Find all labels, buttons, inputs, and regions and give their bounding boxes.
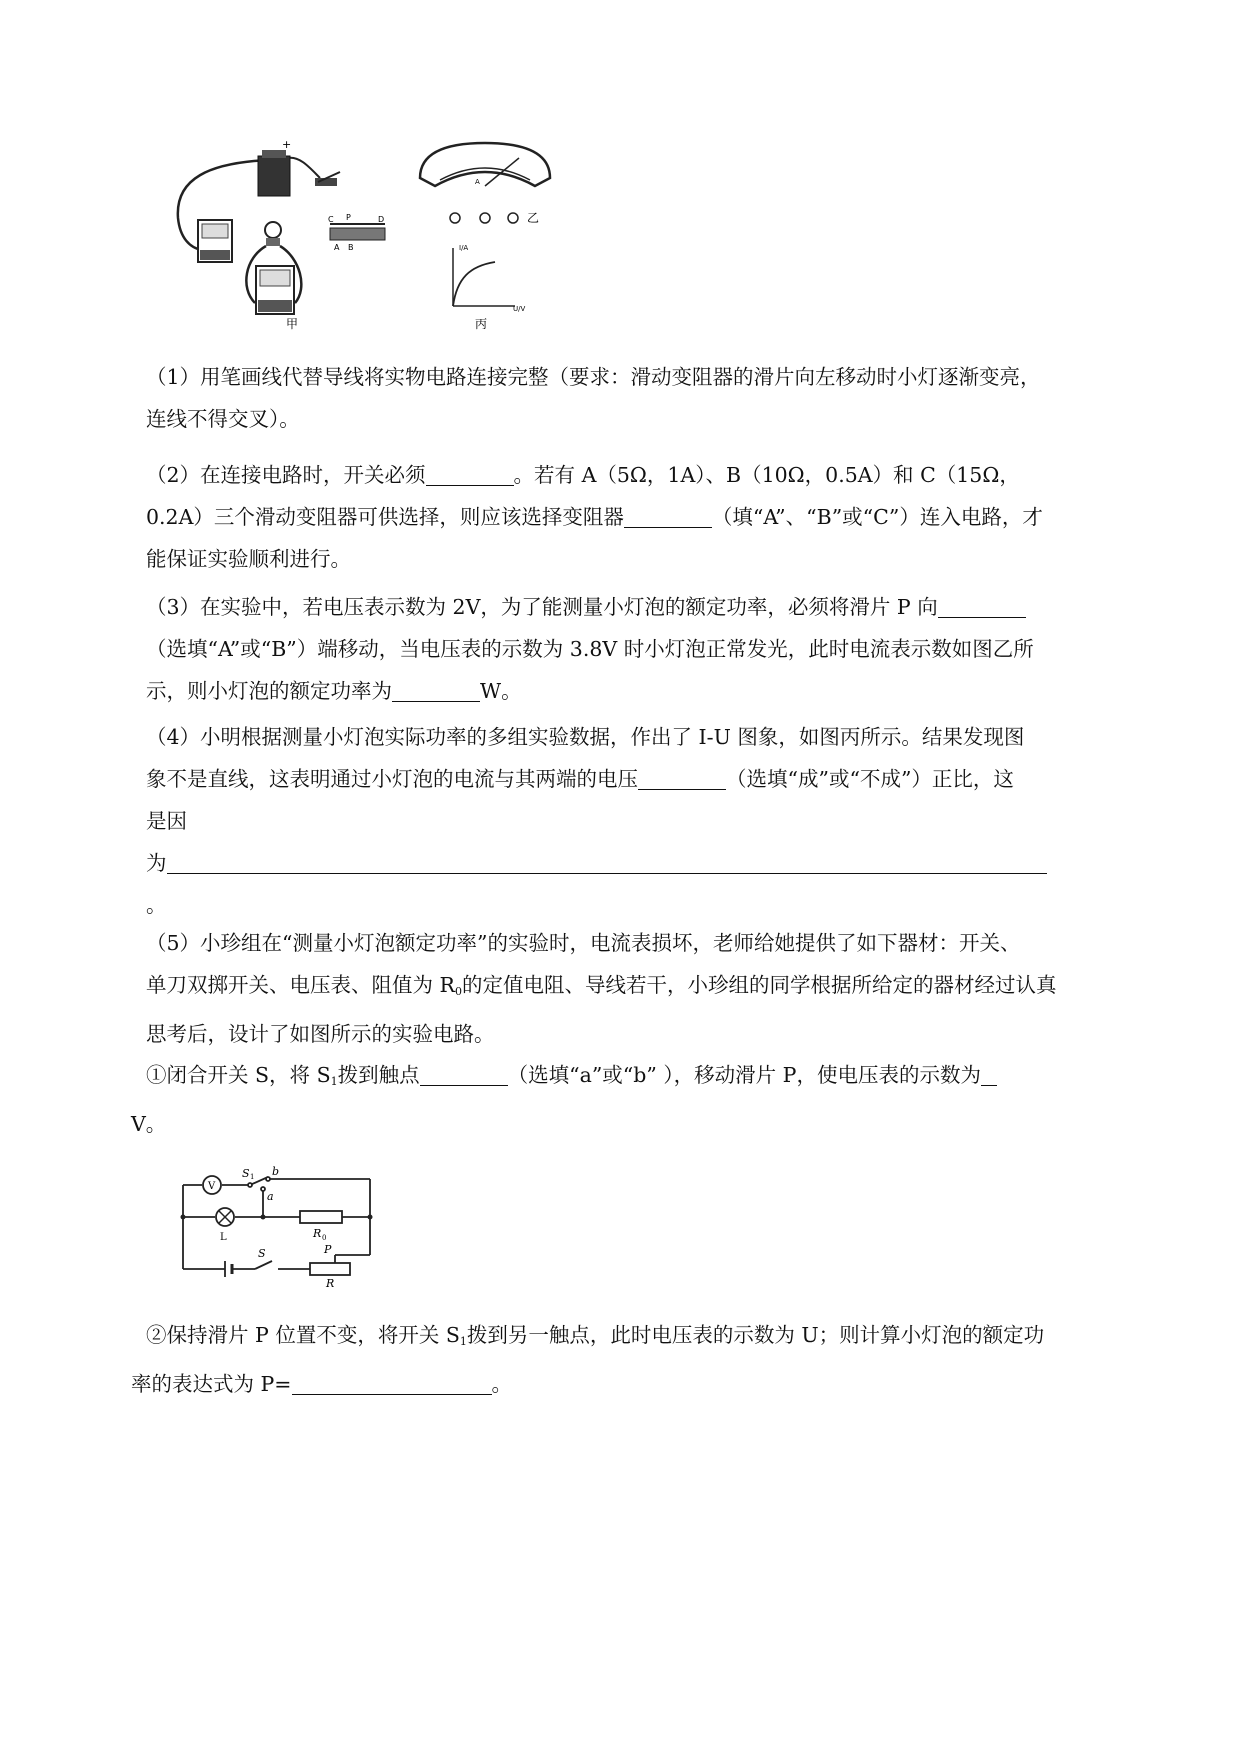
- q2-text-a: （2）在连接电路时，开关必须: [146, 463, 426, 487]
- step1-s1-subscript: 1: [330, 1075, 338, 1088]
- step2-text-b: 拨到另一触点，此时电压表的示数为 U；则计算小灯泡的额定功: [466, 1323, 1045, 1347]
- answer-blank-switch[interactable]: [426, 459, 514, 486]
- answer-blank-proportion[interactable]: [638, 763, 726, 790]
- q4-text-b: 象不是直线，这表明通过小灯泡的电流与其两端的电压: [146, 767, 638, 791]
- graph-y-axis-label: I/A: [459, 244, 469, 252]
- contact-a-label: a: [267, 1190, 274, 1203]
- step1-text-c: （选填“a”或“b” ），移动滑片 P，使电压表的示数为: [507, 1063, 981, 1087]
- svg-text:+: +: [282, 138, 292, 151]
- q4-text-a: （4）小明根据测量小灯泡实际功率的多组实验数据，作出了 I-U 图象，如图丙所示。结果发现图: [146, 725, 1025, 749]
- question-5: [146, 922, 1161, 1055]
- figure-label-yi: 乙: [527, 211, 540, 225]
- q5-text-b: 单刀双掷开关、电压表、阻值为 R: [146, 973, 455, 997]
- step2-text-d: 。: [491, 1372, 512, 1396]
- circuit-figure-jia: [170, 138, 420, 338]
- step1-text-a: ①闭合开关 S，将 S: [146, 1063, 331, 1087]
- answer-blank-reason[interactable]: [167, 847, 1047, 874]
- switch-s-label: S: [258, 1247, 266, 1260]
- answer-blank-voltage[interactable]: [981, 1059, 997, 1086]
- svg-text:A: A: [334, 243, 340, 252]
- rheostat-r-label: R: [326, 1277, 335, 1290]
- r0-label-subscript: 0: [322, 1234, 327, 1242]
- q2-text-d: （填“A”、“B”或“C”）连入电路，才: [711, 505, 1043, 529]
- answer-blank-formula[interactable]: [292, 1368, 492, 1395]
- step1-text-b: 拨到触点: [337, 1063, 420, 1087]
- contact-b-label: b: [272, 1165, 280, 1178]
- q2-text-e: 能保证实验顺利进行。: [146, 547, 351, 571]
- q1-line2: 连线不得交叉）。: [146, 407, 300, 431]
- step-2: [131, 1314, 1161, 1405]
- ammeter-and-graph-figure: [415, 138, 585, 338]
- q2-text-b: 。若有 A（5Ω，1A）、B（10Ω，0.5A）和 C（15Ω，: [513, 463, 1020, 487]
- s1-label-subscript: 1: [250, 1173, 255, 1181]
- graph-x-axis-label: U/V: [513, 305, 526, 313]
- voltmeter-symbol: V: [208, 1181, 216, 1192]
- q5-r0-subscript: 0: [454, 985, 462, 998]
- answer-blank-rheostat[interactable]: [624, 501, 712, 528]
- q5-text-c: 的定值电阻、导线若干，小珍组的同学根据所给定的器材经过认真: [461, 973, 1057, 997]
- answer-blank-contact[interactable]: [420, 1059, 508, 1086]
- lamp-label: L: [220, 1232, 227, 1243]
- step-1: [131, 1054, 1161, 1145]
- q3-text-b: （选填“A”或“B”）端移动，当电压表的示数为 3.8V 时小灯泡正常发光，此时电流表示数如图乙所: [146, 637, 1034, 661]
- figure-label-bing: 丙: [475, 317, 488, 331]
- q2-text-c: 0.2A）三个滑动变阻器可供选择，则应该选择变阻器: [146, 505, 624, 529]
- q3-text-c: 示，则小灯泡的额定功率为: [146, 679, 392, 703]
- r0-label: R: [313, 1227, 322, 1240]
- q5-text-d: 思考后，设计了如图所示的实验电路。: [146, 1022, 495, 1046]
- q3-text-d: W。: [480, 679, 522, 703]
- question-3: [146, 586, 1161, 712]
- question-4: [146, 716, 1161, 926]
- q1-line1: （1）用笔画线代替导线将实物电路连接完整（要求：滑动变阻器的滑片向左移动时小灯逐渐变亮，: [146, 365, 1041, 389]
- svg-text:D: D: [378, 215, 385, 224]
- figure-label-jia: 甲: [286, 317, 299, 331]
- answer-blank-direction[interactable]: [938, 591, 1026, 618]
- q4-text-c: （选填“成”或“不成”）正比，这: [726, 767, 1014, 791]
- svg-text:B: B: [348, 243, 354, 252]
- question-1: [146, 356, 1161, 440]
- step2-text-c: 率的表达式为 P=: [131, 1372, 292, 1396]
- q4-text-d: 是因: [146, 809, 187, 833]
- step2-s1-subscript: 1: [459, 1335, 467, 1348]
- q3-text-a: （3）在实验中，若电压表示数为 2V，为了能测量小灯泡的额定功率，必须将滑片 P 向: [146, 595, 938, 619]
- s1-label: S: [242, 1167, 250, 1180]
- q4-text-e: 为: [146, 851, 167, 875]
- svg-text:A: A: [475, 178, 480, 186]
- answer-blank-power[interactable]: [392, 675, 480, 702]
- svg-text:P: P: [346, 213, 351, 222]
- slider-p-label: P: [324, 1243, 332, 1256]
- q4-text-f: 。: [146, 893, 167, 917]
- step1-text-d: V。: [131, 1112, 167, 1136]
- step2-text-a: ②保持滑片 P 位置不变，将开关 S: [146, 1323, 460, 1347]
- question-2: [146, 454, 1161, 580]
- experiment-circuit-diagram: [180, 1165, 395, 1290]
- svg-text:C: C: [328, 215, 334, 224]
- q5-text-a: （5）小珍组在“测量小灯泡额定功率”的实验时，电流表损坏，老师给她提供了如下器材：开关、: [146, 931, 1021, 955]
